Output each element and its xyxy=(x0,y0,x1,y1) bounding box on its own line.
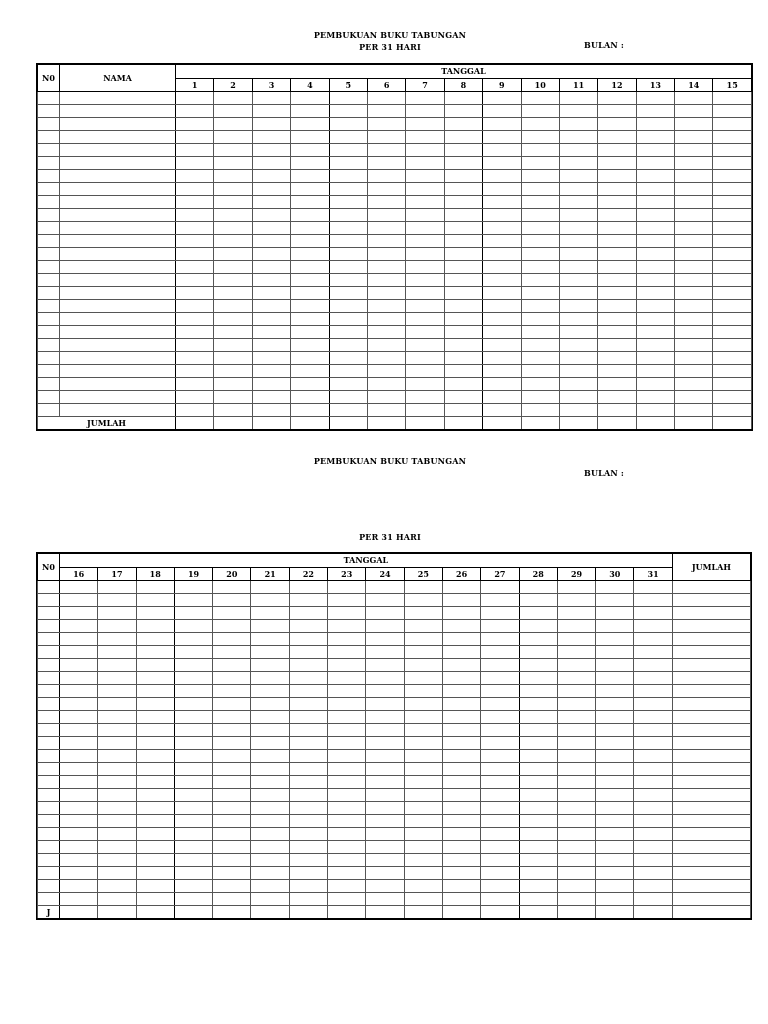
day-header-14: 14 xyxy=(675,78,713,92)
table-row xyxy=(38,365,752,378)
table-row xyxy=(38,750,751,763)
day-header-7: 7 xyxy=(406,78,444,92)
no-header: N0 xyxy=(38,65,60,92)
table-row xyxy=(38,841,751,854)
day-header-13: 13 xyxy=(636,78,674,92)
table-row xyxy=(38,352,752,365)
table-row xyxy=(38,828,751,841)
table-row xyxy=(38,222,752,235)
day-header-1: 1 xyxy=(176,78,214,92)
bulan-label-2: BULAN : xyxy=(584,468,625,478)
day-header-27: 27 xyxy=(481,567,519,581)
day-header-17: 17 xyxy=(98,567,136,581)
nama-header: NAMA xyxy=(60,65,176,92)
day-header-30: 30 xyxy=(596,567,634,581)
savings-table-days-1-15 xyxy=(37,64,752,430)
table-row xyxy=(38,157,752,170)
table-row xyxy=(38,261,752,274)
table-row xyxy=(38,274,752,287)
day-header-31: 31 xyxy=(634,567,672,581)
table-row xyxy=(38,802,751,815)
table-row xyxy=(38,92,752,105)
table-row xyxy=(38,867,751,880)
table-row xyxy=(38,248,752,261)
day-header-11: 11 xyxy=(559,78,597,92)
table-row xyxy=(38,815,751,828)
table-row xyxy=(38,737,751,750)
table-row xyxy=(38,594,751,607)
no-header-2: N0 xyxy=(38,554,60,581)
day-header-12: 12 xyxy=(598,78,636,92)
table-row xyxy=(38,672,751,685)
page-subtitle-2: PER 31 HARI xyxy=(359,532,421,542)
day-header-21: 21 xyxy=(251,567,289,581)
table-row xyxy=(38,170,752,183)
j-footer: J xyxy=(38,906,60,919)
table-row xyxy=(38,581,751,594)
table-row xyxy=(38,196,752,209)
day-header-9: 9 xyxy=(483,78,521,92)
day-header-29: 29 xyxy=(557,567,595,581)
table-row xyxy=(38,711,751,724)
table-row xyxy=(38,620,751,633)
day-header-18: 18 xyxy=(136,567,174,581)
day-header-20: 20 xyxy=(213,567,251,581)
table-row xyxy=(38,313,752,326)
table-row xyxy=(38,404,752,417)
table-row xyxy=(38,854,751,867)
day-header-25: 25 xyxy=(404,567,442,581)
table-row xyxy=(38,633,751,646)
page-subtitle: PER 31 HARI xyxy=(359,42,421,52)
savings-table-days-16-31 xyxy=(37,553,751,919)
table-row xyxy=(38,893,751,906)
day-header-2: 2 xyxy=(214,78,252,92)
table-row xyxy=(38,646,751,659)
table-row xyxy=(38,209,752,222)
table-row xyxy=(38,391,752,404)
table-row xyxy=(38,789,751,802)
table-row xyxy=(38,183,752,196)
table-row xyxy=(38,339,752,352)
day-header-22: 22 xyxy=(289,567,327,581)
jumlah-footer: JUMLAH xyxy=(38,417,176,430)
page-title-2: PEMBUKUAN BUKU TABUNGAN xyxy=(313,456,467,466)
table-row xyxy=(38,685,751,698)
day-header-28: 28 xyxy=(519,567,557,581)
table-row xyxy=(38,776,751,789)
table-row xyxy=(38,105,752,118)
day-header-3: 3 xyxy=(252,78,290,92)
day-header-26: 26 xyxy=(442,567,480,581)
table-row xyxy=(38,326,752,339)
day-header-23: 23 xyxy=(328,567,366,581)
table-row xyxy=(38,607,751,620)
jumlah-header: JUMLAH xyxy=(672,554,750,581)
day-header-24: 24 xyxy=(366,567,404,581)
table-row xyxy=(38,131,752,144)
page-title: PEMBUKUAN BUKU TABUNGAN xyxy=(313,30,467,40)
table-row xyxy=(38,144,752,157)
table-row xyxy=(38,659,751,672)
day-header-10: 10 xyxy=(521,78,559,92)
table-row xyxy=(38,880,751,893)
day-header-16: 16 xyxy=(60,567,98,581)
table-row xyxy=(38,235,752,248)
table-row xyxy=(38,724,751,737)
tanggal-header: TANGGAL xyxy=(176,65,752,79)
day-header-15: 15 xyxy=(713,78,751,92)
table-row xyxy=(38,118,752,131)
bulan-label: BULAN : xyxy=(584,40,625,50)
table-row xyxy=(38,763,751,776)
tanggal-header-2: TANGGAL xyxy=(60,554,673,568)
day-header-4: 4 xyxy=(291,78,329,92)
table-row xyxy=(38,287,752,300)
table-row xyxy=(38,300,752,313)
day-header-5: 5 xyxy=(329,78,367,92)
table-row xyxy=(38,698,751,711)
table-row xyxy=(38,378,752,391)
day-header-8: 8 xyxy=(444,78,482,92)
day-header-6: 6 xyxy=(367,78,405,92)
day-header-19: 19 xyxy=(174,567,212,581)
